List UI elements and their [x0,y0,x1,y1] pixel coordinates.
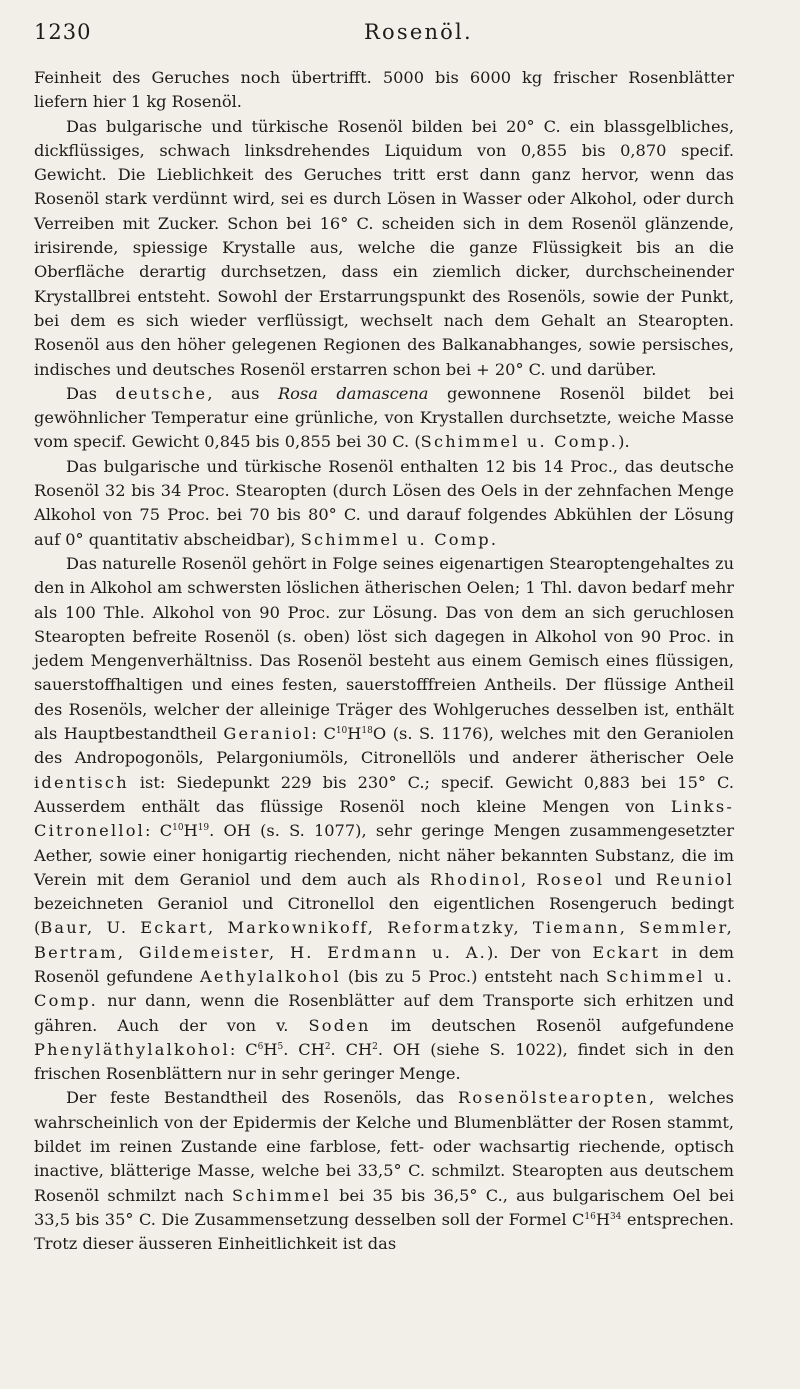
superscript: 34 [609,1211,622,1222]
paragraph-4 [34,455,734,552]
text-run: H [263,1039,278,1059]
text-run: Das naturelle Rosenöl gehört in Folge seines eigenartigen Stearoptengehaltes zu den in Alkohol am schwersten löslichen ätherischen Oelen; 1 Thl. davon bedarf mehr als 100 Thle. Alkohol von 90 Proc. zur Lösung. Das von dem an sich geruchlosen Stearopten befreite Rosenöl (s. oben) löst sich dagegen in Alkohol von 90 Proc. in jedem Mengenverhältniss. Das Rosenöl besteht aus einem Gemisch eines flüssigen, sauerstoffhaltigen und eines festen, sauerstofffreien Antheils. Der flüssige Antheil des Rosenöls, welcher der alleinige Träger des Wohlgeruches desselben ist, enthält als Hauptbestandtheil [34,553,734,744]
text-run: H [347,724,362,744]
text-run: : C [311,724,336,744]
spaced-term: Roseol [536,869,605,889]
text-run: O (s. S. 1176), welches mit den Geraniolen des Andropogonöls, Pelargoniumöls, Citronellöls und anderer ätherischer Oele [34,724,734,768]
paragraph-3 [34,382,734,455]
spaced-term: Schimmel u. Comp. [34,966,734,1011]
spaced-term: Geraniol [223,724,312,744]
superscript: 10 [172,823,184,834]
page-header [34,18,694,58]
text-run: Der feste Bestandtheil des Rosenöls, das [66,1088,459,1108]
text-run: in dem Rosenöl gefundene [34,942,735,986]
spaced-term: Rosenölstearopten [458,1088,650,1108]
text-run: , [521,869,537,889]
paragraph-6 [34,1086,734,1256]
text-run: und [604,869,656,889]
text-run: entsprechen. Trotz dieser äusseren Einheitlichkeit ist das [34,1209,734,1254]
text-run: : C [229,1039,258,1059]
italic-term: Rosa damascena [277,383,429,403]
text-run: (bis zu 5 Proc.) entsteht nach [340,966,606,986]
spaced-term: Reuniol [655,869,735,889]
text-run: , aus [207,383,278,403]
spaced-term: Eckart [592,942,661,962]
page-number: 1230 [34,20,92,44]
text-run: . CH [330,1039,373,1059]
text-run: ist: Siedepunkt 229 bis 230° C.; specif. Gewicht 0,883 bei 15° C. Ausserdem enthält das flüssige Rosenöl noch kleine Mengen von [34,772,734,816]
spaced-term: Schimmel [232,1185,331,1205]
spaced-term: identisch [34,772,129,792]
text-run: H [183,821,198,841]
text-run: nur dann, wenn die Rosenblätter auf dem Transporte sich erhitzen und gähren. Auch der von v. [34,991,734,1035]
spaced-term: Schimmel u. Comp. [420,432,619,452]
superscript: 2 [372,1041,378,1052]
text-run: Das [66,383,116,403]
spaced-term: deutsche [115,383,208,403]
superscript: 5 [277,1041,284,1052]
superscript: 2 [324,1041,331,1052]
body-text [34,66,734,1257]
text-run: . CH [283,1039,325,1059]
text-run: gewonnene Rosenöl bildet bei gewöhnlicher Temperatur eine grünliche, von Krystallen durchsetzte, weiche Masse vom specif. Gewicht 0,845 bis 0,855 bei 30 C. ( [34,383,734,452]
text-run: bei 35 bis 36,5° C., aus bulgarischem Oel bei 33,5 bis 35° C. Die Zusammensetzung desselben soll der Formel C [34,1185,734,1229]
superscript: 16 [584,1211,596,1222]
text-run: . OH (siehe S. 1022), findet sich in den frischen Rosenblättern nur in sehr geringer Menge. [34,1039,734,1084]
paragraph-5 [34,552,734,1087]
text-run: , welches wahrscheinlich von der Epidermis der Kelche und Blumenblätter der Rosen stammt, bildet im reinen Zustande eine farblose, fett- oder wachsartig riechende, optisch inactive, blätterige Masse, welche bei 33,5° C. schmilzt. Stearopten aus deutschem Rosenöl schmilzt nach [34,1088,734,1205]
spaced-term: Rhodinol [430,869,521,889]
spaced-term: Aethylalkohol [200,966,341,986]
text-run: H [595,1209,610,1229]
superscript: 18 [361,726,373,737]
running-head: Rosenöl. [364,20,473,44]
text-run: Das bulgarische und türkische Rosenöl bilden bei 20° C. ein blassgelbliches, dickflüssiges, schwach linksdrehendes Liquidum von 0,855 bis 0,870 specif. Gewicht. Die Lieblichkeit des Geruches tritt erst dann ganz hervor, wenn das Rosenöl stark verdünnt wird, sei es durch Lösen in Wasser oder Alkohol, oder durch Verreiben mit Zucker. Schon bei 16° C. scheiden sich in dem Rosenöl glänzende, irisirende, spiessige Krystalle aus, welche die ganze Flüssigkeit bis an die Oberfläche derartig durchsetzen, dass ein ziemlich dicker, durchscheinender Krystallbrei entsteht. Sowohl der Erstarrungspunkt des Rosenöls, sowie der Punkt, bei dem es sich wieder verflüssigt, wechselt nach dem Gehalt an Stearopten. Rosenöl aus den höher gelegenen Regionen des Balkanabhanges, sowie persisches, indisches und deutsches Rosenöl erstarren schon bei + 20° C. und darüber. [34,116,734,379]
text-run: ). [618,432,630,452]
paragraph-2 [34,115,734,382]
superscript: 6 [257,1041,264,1052]
text-run: ). Der von [486,942,593,962]
spaced-term: Baur, U. Eckart, Markownikoff, Reformatzky, Tiemann, Semmler, Bertram, Gildemeister, H. Erdmann u. A. [34,918,734,962]
spaced-term: Phenyläthylalkohol [34,1039,230,1059]
spaced-term: Links-Citronellol [34,796,734,841]
text-run: Feinheit des Geruches noch übertrifft. 5000 bis 6000 kg frischer Rosenblätter liefern hier 1 kg Rosenöl. [34,68,734,112]
superscript: 10 [335,726,348,737]
text-run: bezeichneten Geraniol und Citronellol den eigentlichen Rosengeruch bedingt ( [34,894,734,938]
paragraph-1 [34,66,734,115]
text-run: im deutschen Rosenöl aufgefundene [370,1015,734,1035]
spaced-term: Soden [308,1015,371,1035]
spaced-term: Schimmel u. Comp. [300,529,499,549]
superscript: 19 [197,823,210,834]
text-run: : C [145,821,173,841]
text-run: . OH (s. S. 1077), sehr geringe Mengen zusammengesetzter Aether, sowie einer honigartig riechenden, nicht näher bekannten Substanz, die im Verein mit dem Geraniol und dem auch als [34,821,734,889]
text-run: Das bulgarische und türkische Rosenöl enthalten 12 bis 14 Proc., das deutsche Rosenöl 32 bis 34 Proc. Stearopten (durch Lösen des Oels in der zehnfachen Menge Alkohol von 75 Proc. bei 70 bis 80° C. und darauf folgendes Abkühlen der Lösung auf 0° quantitativ abscheidbar), [34,456,734,549]
